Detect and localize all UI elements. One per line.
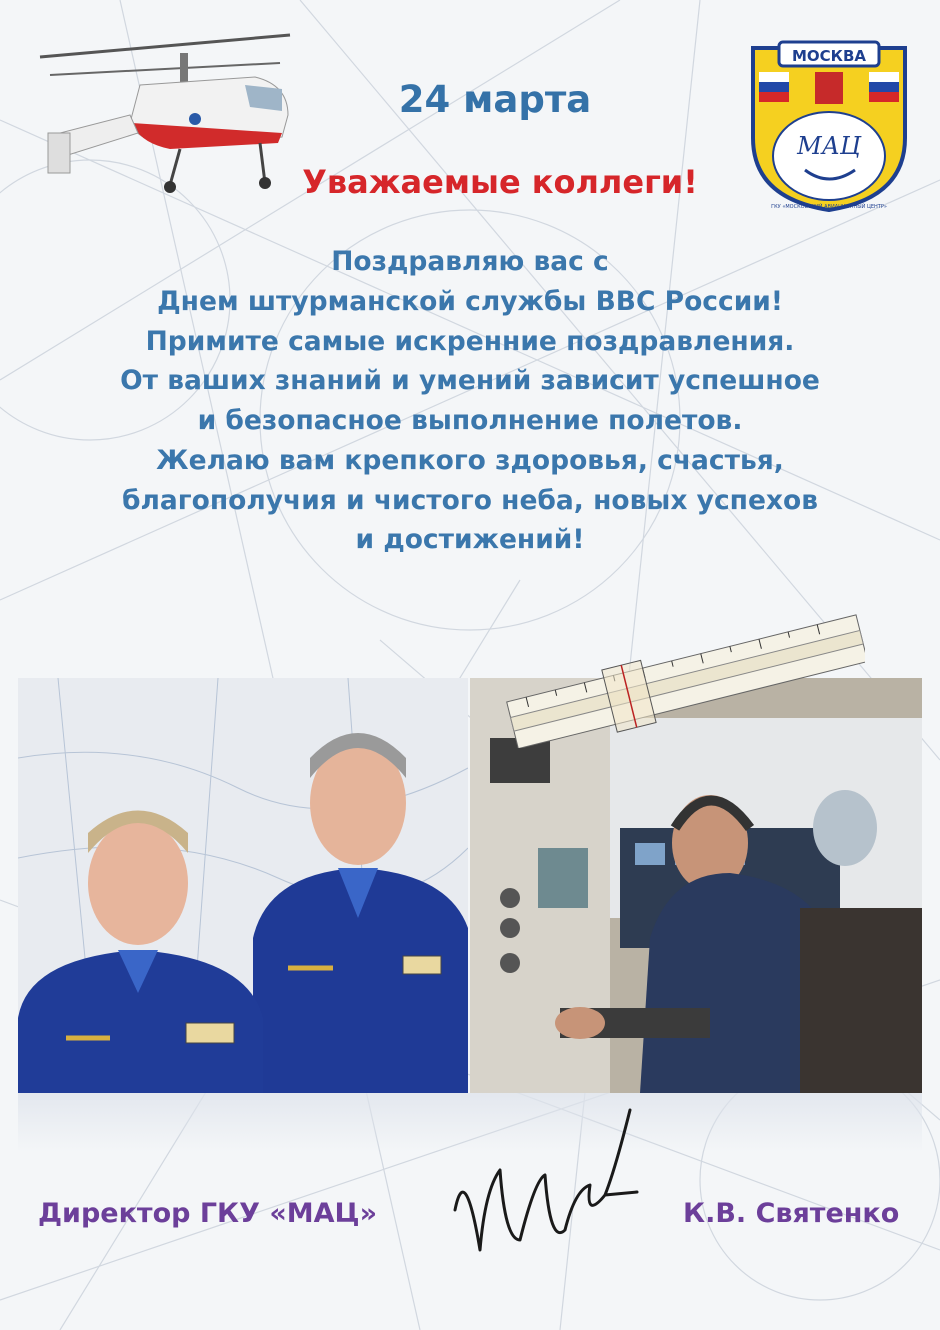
logo-center-text: МАЦ [797,132,861,160]
logo-top-text: МОСКВА [792,47,866,65]
message-line: Примите самые искренние поздравления. [145,325,795,357]
congratulation-message [30,242,910,560]
message-line: благополучия и чистого неба, новых успехов [121,484,818,516]
message-line: Днем штурманской службы ВВС России! [157,285,783,317]
message-line: Поздравляю вас с [331,246,609,277]
director-signature [425,1100,645,1270]
navigators-photo [18,678,468,1093]
message-line: и достижений! [355,524,585,556]
director-name: К.В. Святенко [683,1198,900,1229]
message-line: Желаю вам крепкого здоровья, счастья, [156,444,784,476]
director-title: Директор ГКУ «МАЦ» [38,1198,378,1229]
message-line: и безопасное выполнение полетов. [197,405,743,436]
mac-logo [745,38,913,216]
greeting-heading: Уважаемые коллеги! [302,163,698,201]
date-heading: 24 марта [398,78,592,121]
slide-rule-image [505,598,865,748]
logo-ring-text: ГКУ «МОСКОВСКИЙ АВИАЦИОННЫЙ ЦЕНТР» [771,204,887,210]
message-line: От ваших знаний и умений зависит успешное [120,365,820,397]
